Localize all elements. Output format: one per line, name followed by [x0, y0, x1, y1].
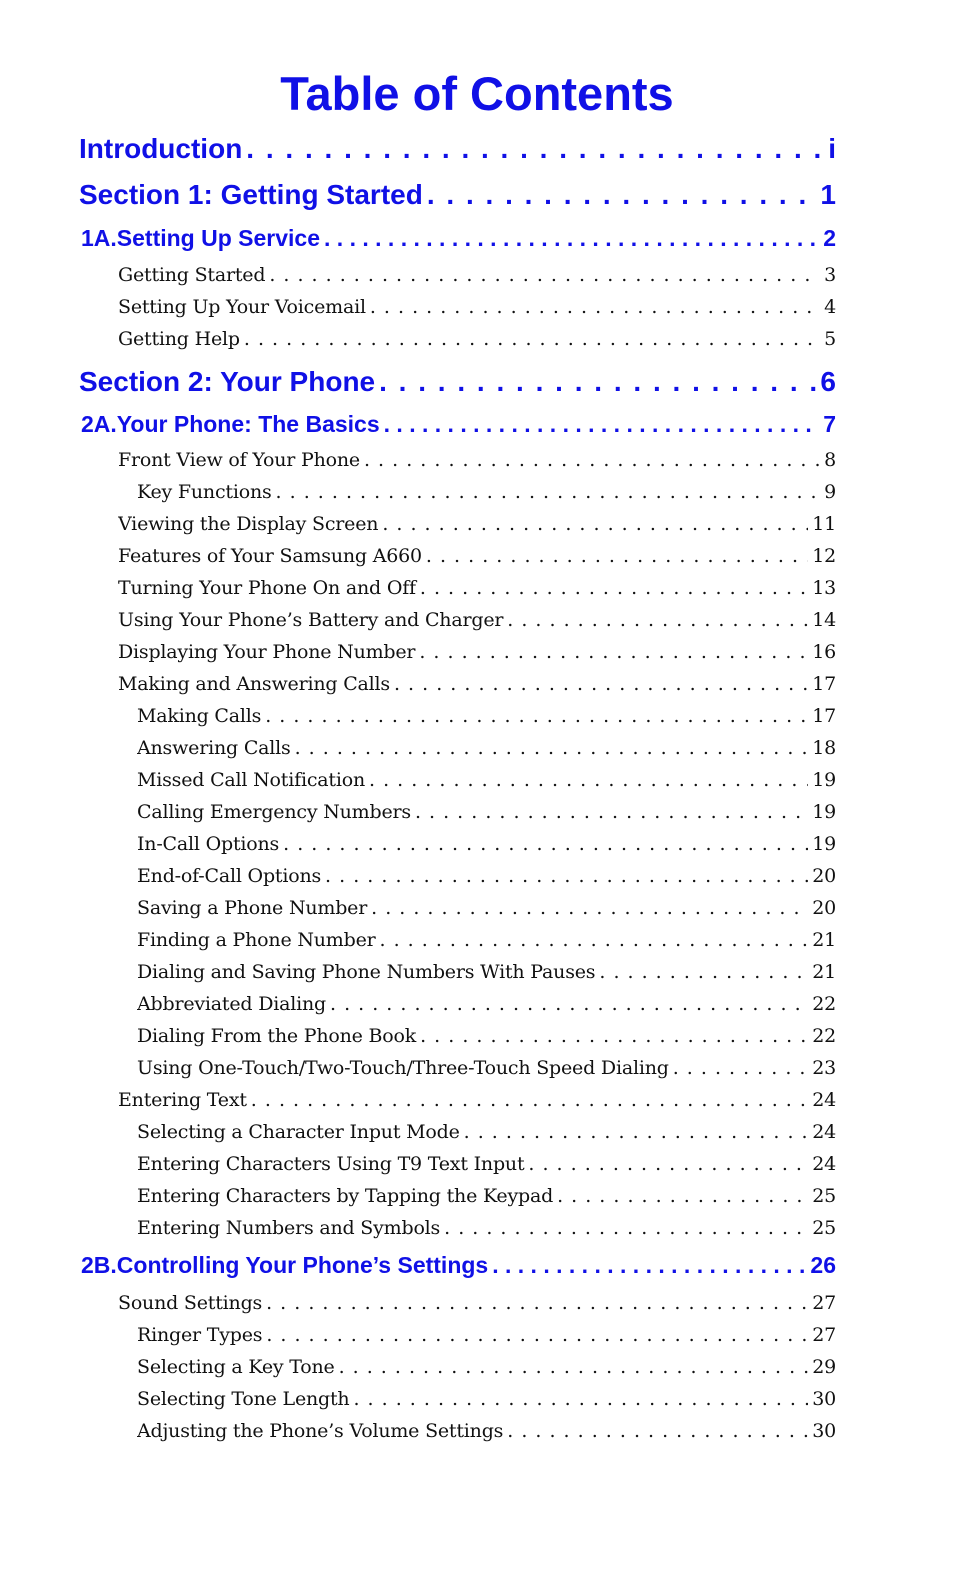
dot-leader — [380, 929, 809, 951]
toc-entry-subsub[interactable] — [137, 833, 836, 855]
toc-entry-page-number: 21 — [812, 961, 836, 983]
toc-entry-page-number: 23 — [812, 1057, 836, 1079]
toc-entry-sub[interactable] — [118, 513, 836, 535]
toc-entry-sub[interactable] — [118, 264, 836, 286]
toc-entry-page-number: 14 — [812, 609, 836, 631]
toc-entry-label: Answering Calls — [137, 737, 291, 759]
toc-entry-subsub[interactable] — [137, 1185, 836, 1207]
toc-entry-label: Front View of Your Phone — [118, 449, 360, 471]
dot-leader — [283, 833, 808, 855]
toc-entry-page-number: 4 — [824, 296, 836, 318]
toc-entry-sub[interactable] — [118, 609, 836, 631]
toc-entry-label: Using One-Touch/Two-Touch/Three-Touch Speed Dialing — [137, 1057, 669, 1079]
toc-entry-page-number: 7 — [823, 411, 836, 437]
toc-entry-section[interactable] — [79, 133, 836, 165]
toc-entry-page-number: 20 — [812, 865, 836, 887]
toc-entry-page-number: 24 — [812, 1121, 836, 1143]
toc-entry-subsub[interactable] — [137, 1420, 836, 1442]
toc-entry-label: Missed Call Notification — [137, 769, 365, 791]
toc-entry-section[interactable] — [79, 366, 836, 398]
toc-entry-label: Selecting Tone Length — [137, 1388, 350, 1410]
toc-entry-label: End-of-Call Options — [137, 865, 322, 887]
dot-leader — [420, 1025, 808, 1047]
toc-entry-sub[interactable] — [118, 577, 836, 599]
toc-entry-label: Getting Started — [118, 264, 266, 286]
dot-leader — [330, 993, 808, 1015]
dot-leader — [419, 641, 808, 663]
dot-leader — [444, 1217, 808, 1239]
toc-entry-label: Features of Your Samsung A660 — [118, 545, 422, 567]
toc-entry-page-number: 24 — [812, 1153, 836, 1175]
toc-entry-page-number: 29 — [812, 1356, 836, 1378]
dot-leader — [673, 1057, 809, 1079]
dot-leader — [244, 328, 820, 350]
toc-entry-chapter[interactable] — [81, 411, 836, 438]
toc-entry-label: Adjusting the Phone’s Volume Settings — [137, 1420, 504, 1442]
toc-entry-page-number: 17 — [812, 673, 836, 695]
toc-entry-subsub[interactable] — [137, 737, 836, 759]
toc-entry-page-number: 5 — [824, 328, 836, 350]
toc-entry-label: 2A.Your Phone: The Basics — [81, 411, 380, 437]
toc-entry-subsub[interactable] — [137, 961, 836, 983]
toc-entry-subsub[interactable] — [137, 1324, 836, 1346]
dot-leader — [265, 705, 808, 727]
toc-entry-page-number: 3 — [824, 264, 836, 286]
toc-entry-label: Getting Help — [118, 328, 240, 350]
dot-leader — [251, 1089, 808, 1111]
toc-entry-page-number: 30 — [812, 1388, 836, 1410]
toc-entry-section[interactable] — [79, 179, 836, 211]
toc-entry-label: 2B.Controlling Your Phone’s Settings — [81, 1252, 489, 1278]
dot-leader — [246, 133, 824, 165]
dot-leader — [266, 1324, 808, 1346]
toc-entry-label: Turning Your Phone On and Off — [118, 577, 416, 599]
toc-entry-page-number: 19 — [812, 801, 836, 823]
toc-entry-label: Displaying Your Phone Number — [118, 641, 416, 663]
dot-leader — [370, 296, 820, 318]
dot-leader — [492, 1252, 806, 1279]
toc-entry-label: Introduction — [79, 133, 243, 164]
dot-leader — [295, 737, 809, 759]
dot-leader — [276, 481, 821, 503]
dot-leader — [507, 609, 808, 631]
toc-entry-subsub[interactable] — [137, 481, 836, 503]
toc-entry-page-number: 11 — [812, 513, 836, 535]
toc-entry-subsub[interactable] — [137, 1025, 836, 1047]
toc-entry-page-number: i — [828, 133, 836, 164]
dot-leader — [415, 801, 808, 823]
toc-entry-subsub[interactable] — [137, 801, 836, 823]
toc-entry-subsub[interactable] — [137, 865, 836, 887]
toc-entry-label: Selecting a Key Tone — [137, 1356, 335, 1378]
toc-entry-page-number: 24 — [812, 1089, 836, 1111]
toc-entry-page-number: 1 — [820, 179, 836, 210]
toc-entry-label: Viewing the Display Screen — [118, 513, 379, 535]
toc-entry-sub[interactable] — [118, 1089, 836, 1111]
toc-entry-page-number: 21 — [812, 929, 836, 951]
toc-entry-label: Entering Text — [118, 1089, 247, 1111]
toc-entry-chapter[interactable] — [81, 225, 836, 252]
toc-entry-page-number: 12 — [812, 545, 836, 567]
toc-entry-page-number: 22 — [812, 1025, 836, 1047]
toc-entry-page-number: 19 — [812, 833, 836, 855]
toc-entry-subsub[interactable] — [137, 1153, 836, 1175]
dot-leader — [426, 545, 808, 567]
toc-entry-label: Setting Up Your Voicemail — [118, 296, 366, 318]
toc-entry-page-number: 27 — [812, 1292, 836, 1314]
toc-entry-sub[interactable] — [118, 328, 836, 350]
toc-entry-label: Sound Settings — [118, 1292, 263, 1314]
toc-entry-label: Dialing From the Phone Book — [137, 1025, 417, 1047]
toc-entry-page-number: 26 — [810, 1252, 836, 1278]
dot-leader — [353, 1388, 808, 1410]
toc-entry-subsub[interactable] — [137, 769, 836, 791]
toc-entry-subsub[interactable] — [137, 897, 836, 919]
toc-entry-label: Entering Characters by Tapping the Keypad — [137, 1185, 554, 1207]
dot-leader — [382, 513, 808, 535]
dot-leader — [394, 673, 808, 695]
toc-entry-page-number: 9 — [824, 481, 836, 503]
toc-entry-page-number: 30 — [812, 1420, 836, 1442]
toc-entry-subsub[interactable] — [137, 929, 836, 951]
dot-leader — [369, 769, 808, 791]
toc-entry-subsub[interactable] — [137, 1057, 836, 1079]
toc-entry-subsub[interactable] — [137, 1217, 836, 1239]
toc-entry-subsub[interactable] — [137, 1121, 836, 1143]
toc-entry-sub[interactable] — [118, 296, 836, 318]
toc-entry-label: Calling Emergency Numbers — [137, 801, 411, 823]
toc-entry-page-number: 13 — [812, 577, 836, 599]
toc-entry-chapter[interactable] — [81, 1252, 836, 1279]
toc-entry-subsub[interactable] — [137, 1356, 836, 1378]
toc-entry-page-number: 25 — [812, 1217, 836, 1239]
toc-entry-page-number: 19 — [812, 769, 836, 791]
toc-entry-sub[interactable] — [118, 1292, 836, 1314]
toc-entry-page-number: 18 — [812, 737, 836, 759]
page-title: Table of Contents — [280, 67, 674, 120]
toc-entry-label: Making Calls — [137, 705, 262, 727]
dot-leader — [266, 1292, 808, 1314]
dot-leader — [324, 225, 819, 252]
dot-leader — [339, 1356, 809, 1378]
toc-entry-label: In-Call Options — [137, 833, 280, 855]
toc-entry-label: Key Functions — [137, 481, 272, 503]
toc-entry-page-number: 8 — [824, 449, 836, 471]
toc-entry-label: Ringer Types — [137, 1324, 263, 1346]
toc-entry-label: Entering Numbers and Symbols — [137, 1217, 441, 1239]
dot-leader — [364, 449, 820, 471]
toc-entry-sub[interactable] — [118, 545, 836, 567]
dot-leader — [384, 411, 820, 438]
toc-entry-label: Saving a Phone Number — [137, 897, 368, 919]
toc-entry-label: Making and Answering Calls — [118, 673, 390, 695]
dot-leader — [557, 1185, 808, 1207]
dot-leader — [269, 264, 820, 286]
dot-leader — [325, 865, 808, 887]
toc-entry-page-number: 27 — [812, 1324, 836, 1346]
dot-leader — [464, 1121, 809, 1143]
toc-entry-label: Section 2: Your Phone — [79, 366, 376, 397]
dot-leader — [420, 577, 808, 599]
toc-entry-subsub[interactable] — [137, 993, 836, 1015]
toc-entry-sub[interactable] — [118, 673, 836, 695]
toc-entry-label: Dialing and Saving Phone Numbers With Pauses — [137, 961, 596, 983]
toc-entry-label: 1A.Setting Up Service — [81, 225, 321, 251]
toc-entry-sub[interactable] — [118, 641, 836, 663]
toc-entry-label: Finding a Phone Number — [137, 929, 376, 951]
toc-entry-label: Abbreviated Dialing — [137, 993, 326, 1015]
toc-entry-subsub[interactable] — [137, 1388, 836, 1410]
toc-entry-page-number: 25 — [812, 1185, 836, 1207]
toc-entry-page-number: 22 — [812, 993, 836, 1015]
toc-entry-subsub[interactable] — [137, 705, 836, 727]
toc-entry-label: Section 1: Getting Started — [79, 179, 423, 210]
toc-entry-sub[interactable] — [118, 449, 836, 471]
toc-entry-label: Entering Characters Using T9 Text Input — [137, 1153, 525, 1175]
toc-entry-page-number: 2 — [823, 225, 836, 251]
toc-entry-label: Selecting a Character Input Mode — [137, 1121, 460, 1143]
dot-leader — [599, 961, 808, 983]
toc-entry-page-number: 20 — [812, 897, 836, 919]
dot-leader — [371, 897, 808, 919]
toc-entry-page-number: 17 — [812, 705, 836, 727]
toc-entry-page-number: 16 — [812, 641, 836, 663]
toc-entry-page-number: 6 — [820, 366, 836, 397]
dot-leader — [379, 366, 816, 398]
toc-entry-label: Using Your Phone’s Battery and Charger — [118, 609, 504, 631]
dot-leader — [507, 1420, 808, 1442]
dot-leader — [427, 179, 817, 211]
dot-leader — [528, 1153, 808, 1175]
